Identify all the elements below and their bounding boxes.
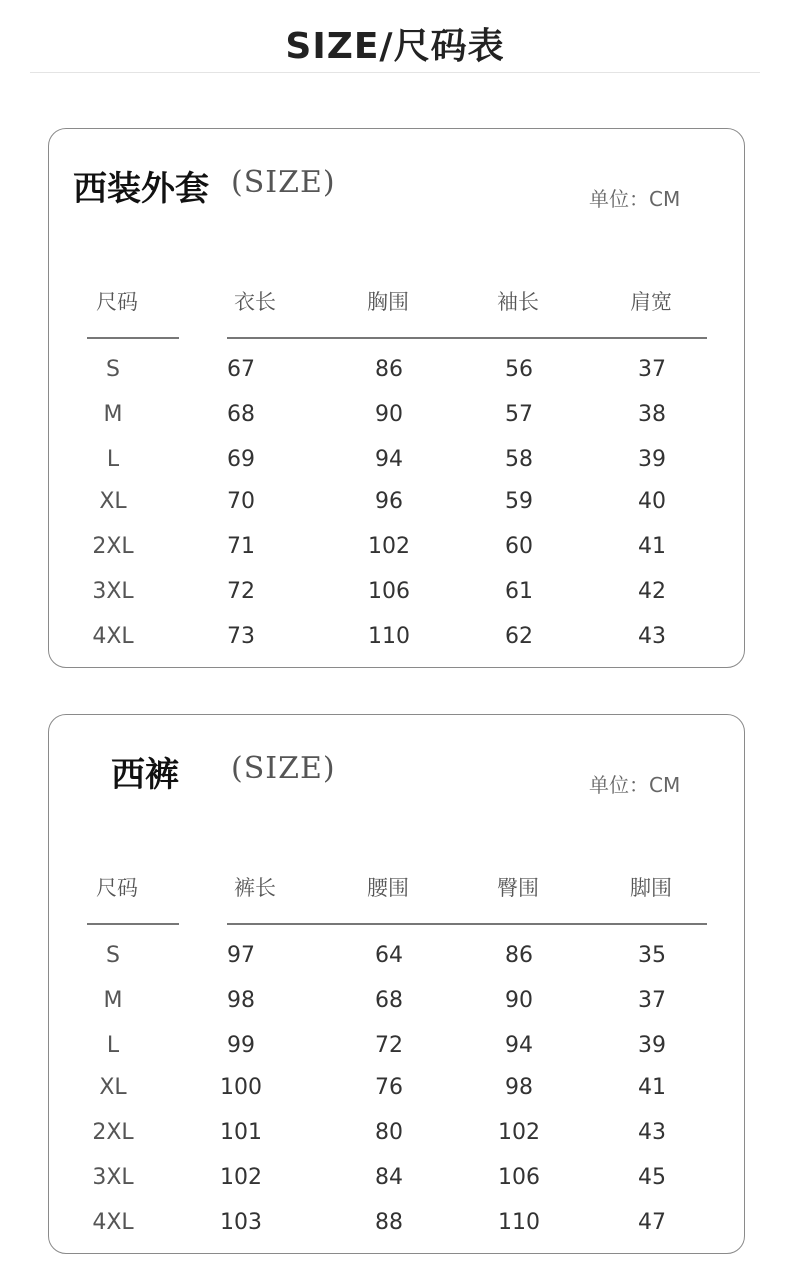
header-hip: 臀围 [497, 876, 539, 900]
value-cell: 41 [638, 1075, 666, 1100]
size-table [49, 715, 744, 1253]
table-row [49, 402, 744, 432]
unit-label: 单位：CM [589, 773, 681, 797]
unit-label: 单位：CM [589, 187, 681, 211]
value-cell: 106 [368, 579, 410, 604]
card-title: 西裤 [111, 755, 179, 795]
card-subtitle: (SIZE) [231, 165, 336, 200]
pants-size-card [48, 714, 745, 1254]
size-cell: S [106, 357, 120, 382]
table-row [49, 1165, 744, 1195]
size-cell: M [103, 402, 123, 427]
value-cell: 40 [638, 489, 666, 514]
value-cell: 69 [227, 447, 255, 472]
value-cell: 102 [498, 1120, 540, 1145]
value-cell: 39 [638, 1033, 666, 1058]
header-length: 裤长 [234, 876, 276, 900]
value-cell: 43 [638, 624, 666, 649]
table-row [49, 534, 744, 564]
value-cell: 39 [638, 447, 666, 472]
size-cell: 3XL [92, 579, 134, 604]
value-cell: 97 [227, 943, 255, 968]
value-cell: 98 [505, 1075, 533, 1100]
value-cell: 68 [227, 402, 255, 427]
table-row [49, 1075, 744, 1105]
value-cell: 110 [498, 1210, 540, 1235]
value-cell: 106 [498, 1165, 540, 1190]
header-shoulder: 肩宽 [630, 290, 672, 314]
size-cell: XL [99, 1075, 127, 1100]
value-cell: 72 [227, 579, 255, 604]
value-cell: 98 [227, 988, 255, 1013]
value-cell: 45 [638, 1165, 666, 1190]
value-cell: 42 [638, 579, 666, 604]
value-cell: 35 [638, 943, 666, 968]
value-cell: 86 [505, 943, 533, 968]
table-row [49, 357, 744, 387]
header-waist: 腰围 [367, 876, 409, 900]
card-subtitle: (SIZE) [231, 751, 336, 786]
value-cell: 102 [220, 1165, 262, 1190]
value-cell: 76 [375, 1075, 403, 1100]
size-cell: XL [99, 489, 127, 514]
value-cell: 47 [638, 1210, 666, 1235]
value-cell: 90 [375, 402, 403, 427]
value-cell: 102 [368, 534, 410, 559]
value-cell: 43 [638, 1120, 666, 1145]
value-cell: 72 [375, 1033, 403, 1058]
value-cell: 110 [368, 624, 410, 649]
size-cell: 2XL [92, 534, 134, 559]
header-sleeve: 袖长 [497, 290, 539, 314]
size-cell: 3XL [92, 1165, 134, 1190]
size-cell: S [106, 943, 120, 968]
value-cell: 60 [505, 534, 533, 559]
size-cell: L [106, 1033, 120, 1058]
table-row [49, 579, 744, 609]
table-row [49, 447, 744, 477]
table-row [49, 489, 744, 519]
value-cell: 71 [227, 534, 255, 559]
value-cell: 88 [375, 1210, 403, 1235]
table-row [49, 1033, 744, 1063]
value-cell: 94 [375, 447, 403, 472]
value-cell: 70 [227, 489, 255, 514]
value-cell: 37 [638, 988, 666, 1013]
value-cell: 41 [638, 534, 666, 559]
jacket-size-card [48, 128, 745, 668]
table-row [49, 988, 744, 1018]
card-title: 西装外套 [73, 169, 209, 209]
size-cell: 2XL [92, 1120, 134, 1145]
value-cell: 103 [220, 1210, 262, 1235]
header-length: 衣长 [234, 290, 276, 314]
value-cell: 64 [375, 943, 403, 968]
value-cell: 62 [505, 624, 533, 649]
table-row [49, 1120, 744, 1150]
header-hem: 脚围 [630, 876, 672, 900]
value-cell: 101 [220, 1120, 262, 1145]
value-cell: 68 [375, 988, 403, 1013]
size-cell: 4XL [92, 1210, 134, 1235]
value-cell: 58 [505, 447, 533, 472]
value-cell: 73 [227, 624, 255, 649]
header-chest: 胸围 [367, 290, 409, 314]
value-cell: 100 [220, 1075, 262, 1100]
value-cell: 84 [375, 1165, 403, 1190]
title-divider [30, 72, 760, 73]
table-row [49, 943, 744, 973]
size-cell: 4XL [92, 624, 134, 649]
table-row [49, 1210, 744, 1240]
value-cell: 59 [505, 489, 533, 514]
value-cell: 94 [505, 1033, 533, 1058]
value-cell: 37 [638, 357, 666, 382]
size-cell: L [106, 447, 120, 472]
size-table [49, 129, 744, 667]
value-cell: 99 [227, 1033, 255, 1058]
value-cell: 38 [638, 402, 666, 427]
value-cell: 80 [375, 1120, 403, 1145]
value-cell: 56 [505, 357, 533, 382]
value-cell: 61 [505, 579, 533, 604]
value-cell: 57 [505, 402, 533, 427]
size-cell: M [103, 988, 123, 1013]
value-cell: 67 [227, 357, 255, 382]
value-cell: 86 [375, 357, 403, 382]
header-size: 尺码 [96, 876, 138, 900]
table-row [49, 624, 744, 654]
header-size: 尺码 [96, 290, 138, 314]
value-cell: 96 [375, 489, 403, 514]
value-cell: 90 [505, 988, 533, 1013]
page-title: SIZE/尺码表 [285, 26, 505, 67]
